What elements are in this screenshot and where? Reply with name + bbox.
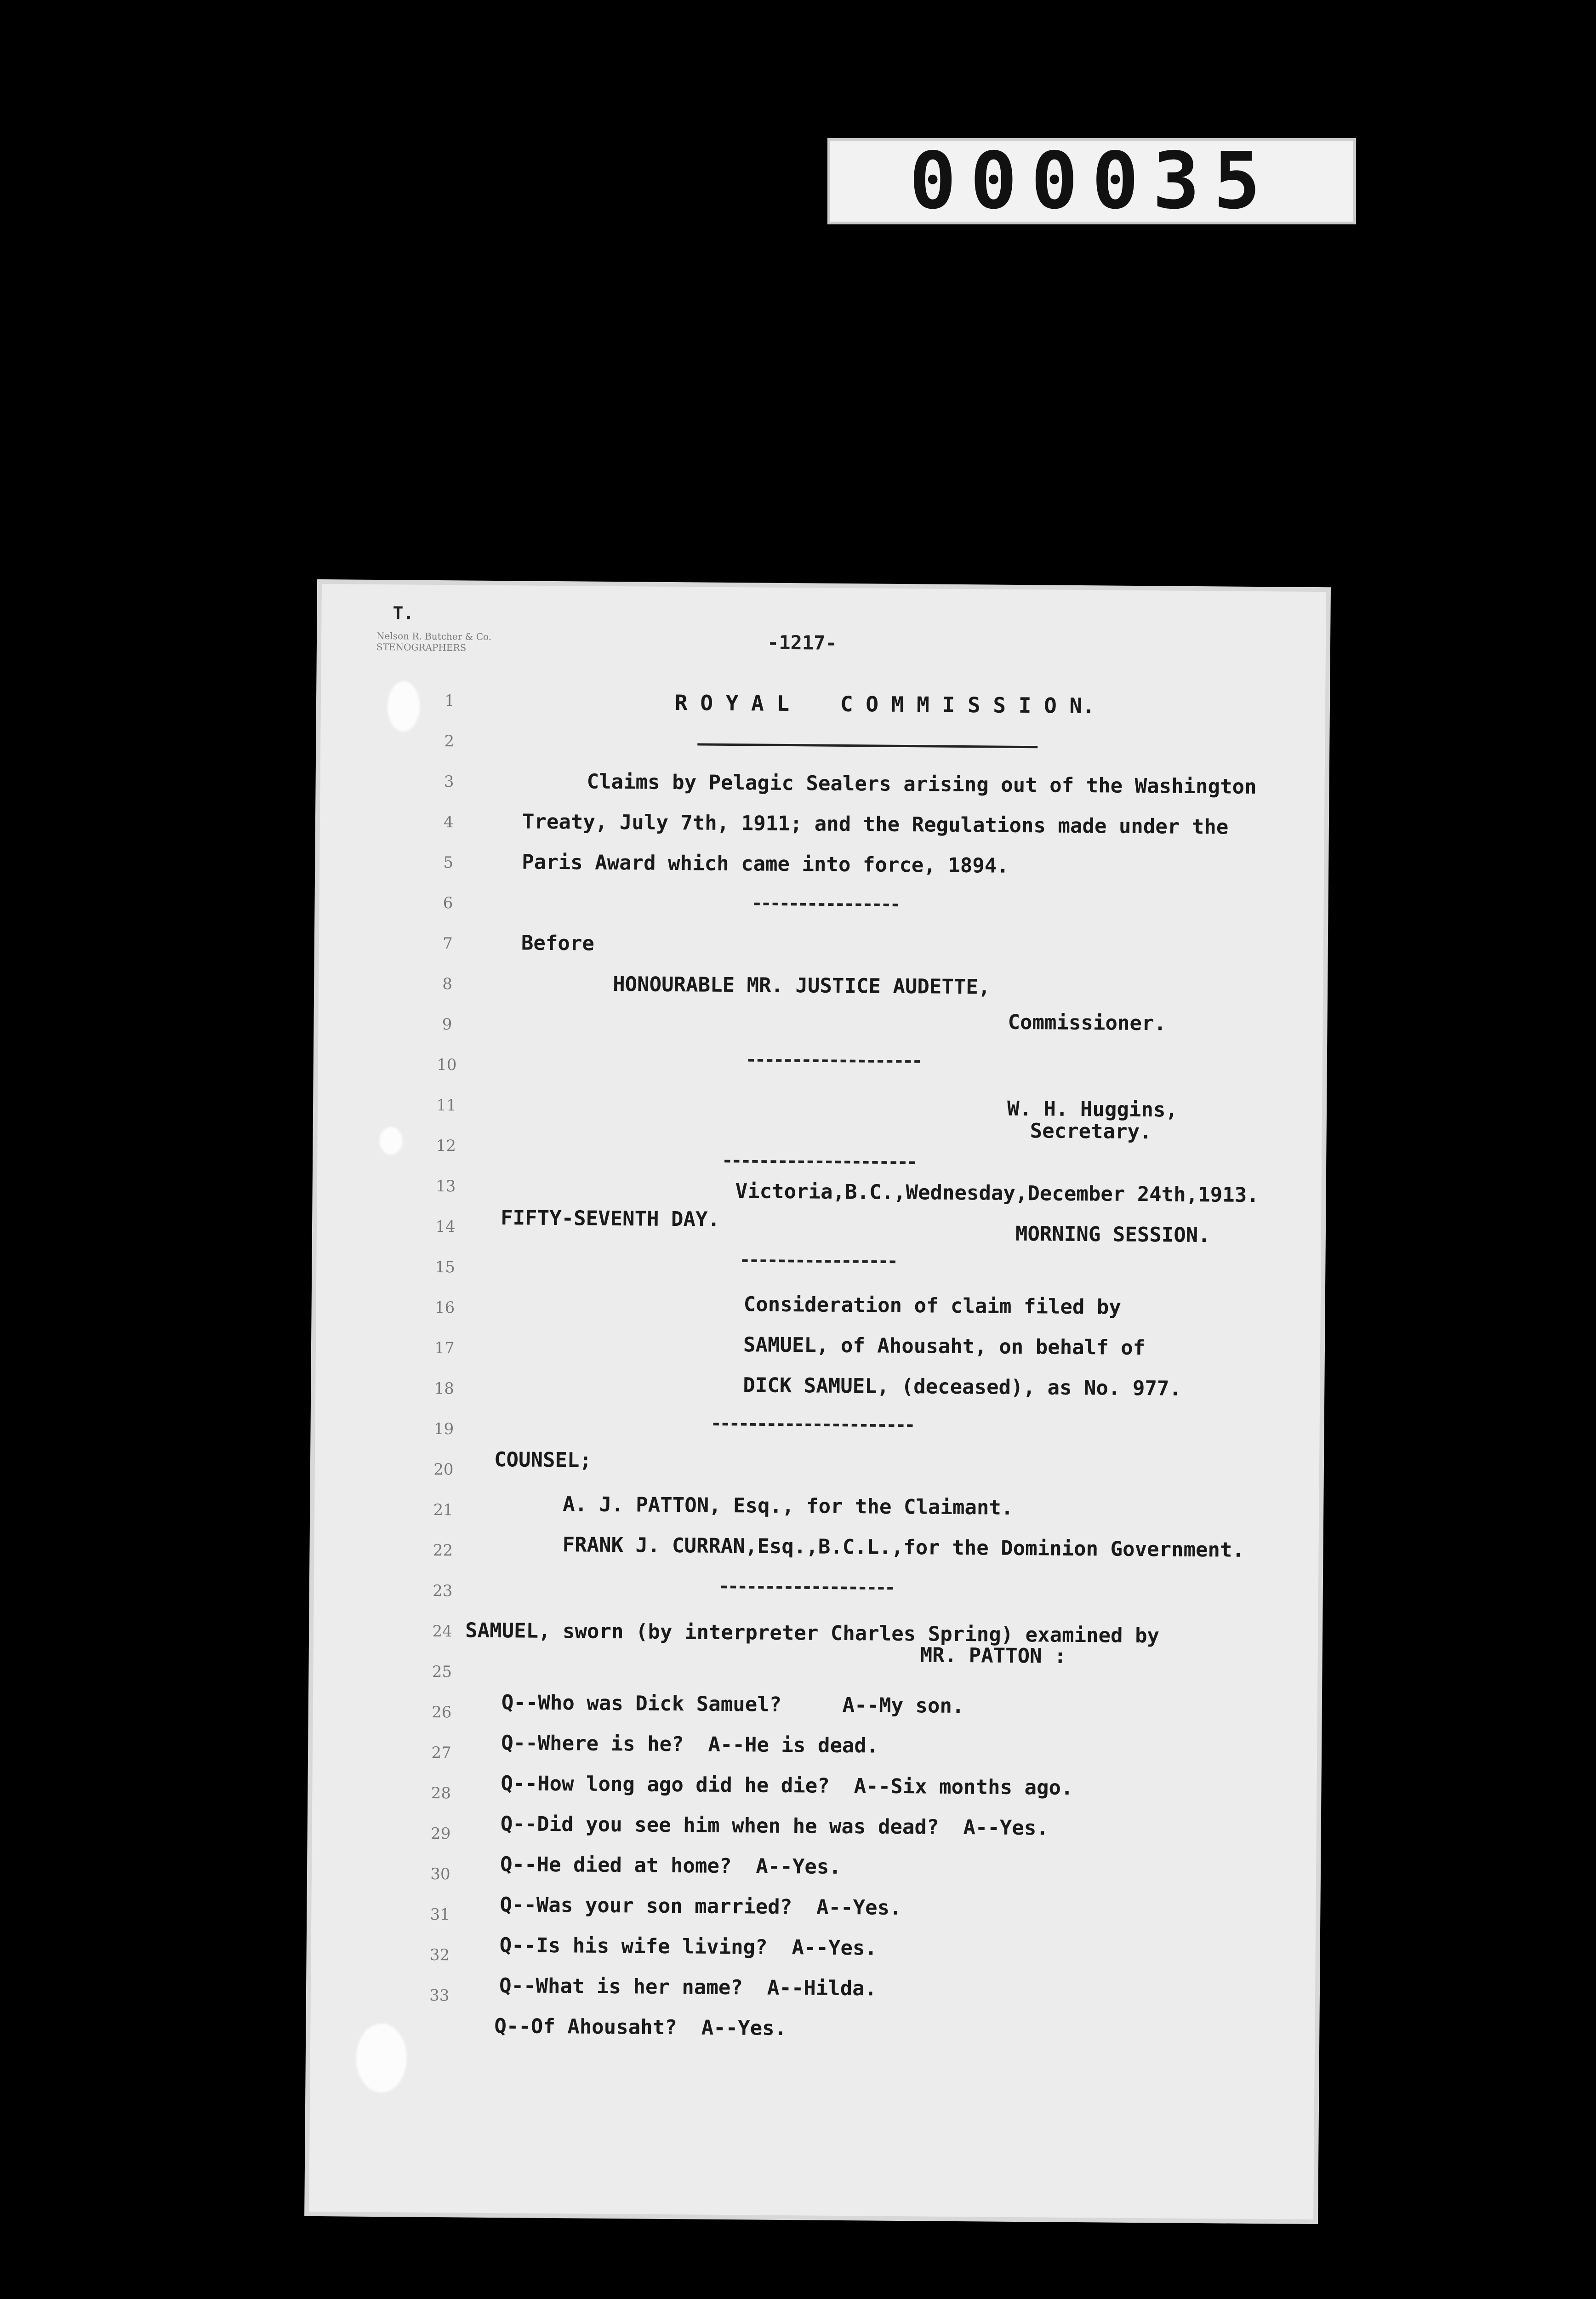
- line-number: 19: [433, 1419, 454, 1439]
- line-number: 20: [433, 1460, 454, 1479]
- line-number: 25: [432, 1662, 452, 1681]
- line-number: 3: [444, 772, 454, 791]
- text-line: FRANK J. CURRAN,Esq.,B.C.L.,for the Dominion Government.: [562, 1533, 1245, 1562]
- line-number: 29: [430, 1824, 451, 1843]
- document-title: R O Y A L C O M M I S S I O N.: [674, 690, 1095, 719]
- text-line: Commissioner.: [1008, 1010, 1167, 1035]
- line-number: 24: [432, 1622, 452, 1641]
- text-line: Treaty, July 7th, 1911; and the Regulations made under the: [522, 810, 1229, 839]
- text-line: A. J. PATTON, Esq., for the Claimant.: [563, 1493, 1014, 1520]
- line-number: 27: [431, 1743, 451, 1762]
- line-number: 4: [443, 813, 454, 832]
- line-number: 31: [430, 1905, 450, 1924]
- text-line: Secretary.: [1030, 1119, 1152, 1144]
- text-line: Q--Who was Dick Samuel? A--My son.: [501, 1691, 964, 1718]
- title-rule: [697, 743, 1037, 748]
- printer-imprint: [376, 630, 491, 653]
- text-line: Before: [521, 931, 595, 955]
- text-line: Claims by Pelagic Sealers arising out of the Washington: [587, 770, 1257, 799]
- frame-counter: 000035: [827, 138, 1356, 224]
- text-line: HONOURABLE MR. JUSTICE AUDETTE,: [612, 972, 991, 999]
- text-line: Q--He died at home? A--Yes.: [500, 1853, 842, 1879]
- line-number: 22: [433, 1541, 453, 1560]
- text-line: Q--How long ago did he die? A--Six months ago.: [501, 1772, 1073, 1800]
- text-line: Paris Award which came into force, 1894.: [522, 850, 1009, 878]
- line-number: 26: [431, 1703, 452, 1722]
- line-number: 10: [436, 1055, 457, 1075]
- separator: -------------------: [745, 1049, 921, 1072]
- text-line: MORNING SESSION.: [1015, 1222, 1210, 1247]
- line-number: 15: [435, 1258, 456, 1277]
- text-line: FIFTY-SEVENTH DAY.: [500, 1206, 720, 1231]
- line-number: 5: [443, 853, 454, 872]
- text-line: W. H. Huggins,: [1007, 1097, 1178, 1122]
- page-number: -1217-: [767, 631, 837, 654]
- paper-damage: [387, 681, 420, 732]
- line-number: 23: [433, 1581, 453, 1601]
- line-number: 8: [442, 975, 453, 994]
- line-number: 33: [429, 1986, 450, 2005]
- printer-trade: STENOGRAPHERS: [376, 641, 467, 653]
- sheet-mark: T.: [393, 603, 414, 623]
- line-number: 13: [435, 1177, 456, 1196]
- paper-damage: [379, 1127, 402, 1155]
- line-number: 1: [445, 692, 455, 710]
- line-number: 11: [436, 1096, 456, 1115]
- text-line: DICK SAMUEL, (deceased), as No. 977.: [743, 1373, 1182, 1401]
- separator: ---------------------: [721, 1150, 916, 1173]
- line-number: 17: [434, 1338, 455, 1358]
- line-number: 30: [430, 1864, 450, 1884]
- line-number: 18: [434, 1379, 455, 1398]
- text-line: Q--What is her name? A--Hilda.: [499, 1974, 877, 2001]
- text-line: Victoria,B.C.,Wednesday,December 24th,1913.: [735, 1179, 1259, 1207]
- document-page: [309, 584, 1326, 2219]
- text-line: Q--Of Ahousaht? A--Yes.: [494, 2014, 787, 2041]
- text-line: Q--Is his wife living? A--Yes.: [499, 1933, 878, 1960]
- text-line: SAMUEL, of Ahousaht, on behalf of: [743, 1333, 1146, 1360]
- line-number: 2: [444, 732, 455, 751]
- text-line: Consideration of claim filed by: [743, 1292, 1122, 1319]
- line-number: 21: [433, 1500, 453, 1520]
- line-number: 6: [443, 894, 453, 913]
- text-line: COUNSEL;: [494, 1448, 592, 1472]
- text-line: MR. PATTON :: [920, 1643, 1066, 1668]
- text-line: Q--Did you see him when he was dead? A--Yes.: [500, 1812, 1049, 1840]
- line-number: 12: [436, 1136, 456, 1155]
- separator: ----------------: [751, 892, 900, 915]
- line-number: 7: [442, 934, 453, 953]
- text-line: Q--Was your son married? A--Yes.: [500, 1893, 902, 1920]
- line-number: 14: [435, 1217, 456, 1236]
- separator: -------------------: [718, 1575, 894, 1598]
- line-number: 28: [431, 1784, 451, 1803]
- paper-damage: [356, 2024, 407, 2093]
- line-number: 16: [434, 1298, 455, 1317]
- printer-name: Nelson R. Butcher & Co.: [376, 630, 492, 642]
- line-number: 32: [429, 1945, 450, 1965]
- text-line: Q--Where is he? A--He is dead.: [501, 1731, 879, 1758]
- line-number: 9: [442, 1015, 452, 1034]
- text-line: SAMUEL, sworn (by interpreter Charles Spring) examined by: [465, 1618, 1160, 1648]
- separator: -----------------: [739, 1249, 897, 1272]
- separator: ----------------------: [710, 1413, 914, 1436]
